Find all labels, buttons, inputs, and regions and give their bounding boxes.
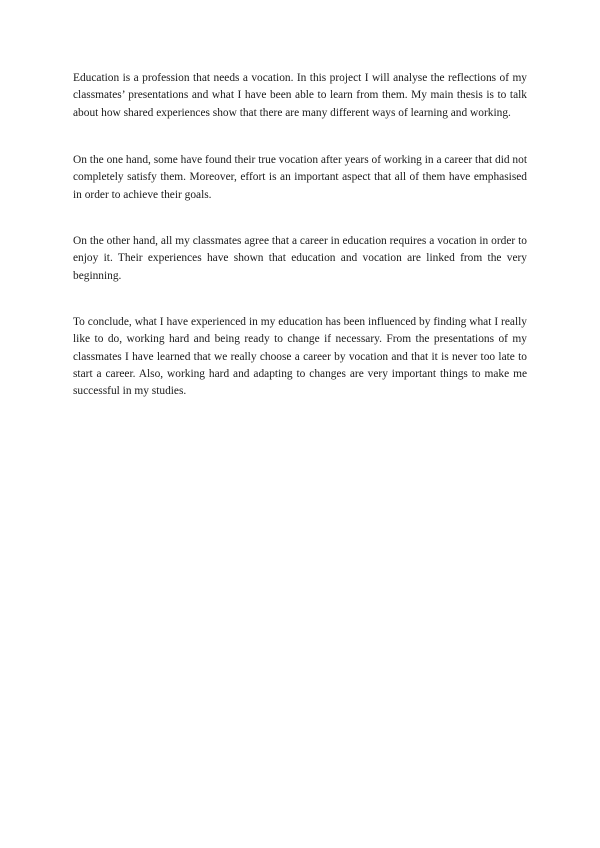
paragraph-introduction xyxy=(73,70,527,122)
paragraph-classmates-agree xyxy=(73,233,527,285)
paragraph-vocation-effort xyxy=(73,152,527,204)
paragraph-text: Education is a profession that needs a vocation. In this project I will analyse the reflections of my classmates’ presentations and what I have been able to learn from them. My main thesis is to talk about how shared experiences show that there are many different ways of learning and working. xyxy=(73,72,527,119)
paragraph-text: On the one hand, some have found their true vocation after years of working in a career that did not completely satisfy them. Moreover, effort is an important aspect that all of them have emphasised in order to achieve their goals. xyxy=(73,154,527,201)
paragraph-conclusion xyxy=(73,314,527,400)
paragraph-text: On the other hand, all my classmates agree that a career in education requires a vocation in order to enjoy it. Their experiences have shown that education and vocation are linked from the very beginning. xyxy=(73,235,527,282)
paragraph-text: To conclude, what I have experienced in my education has been influenced by finding what I really like to do, working hard and being ready to change if necessary. From the presentations of my classmates I have learned that we really choose a career by vocation and that it is never too late to start a career. Also, working hard and adapting to changes are very important things to make me successful in my studies. xyxy=(73,316,527,398)
